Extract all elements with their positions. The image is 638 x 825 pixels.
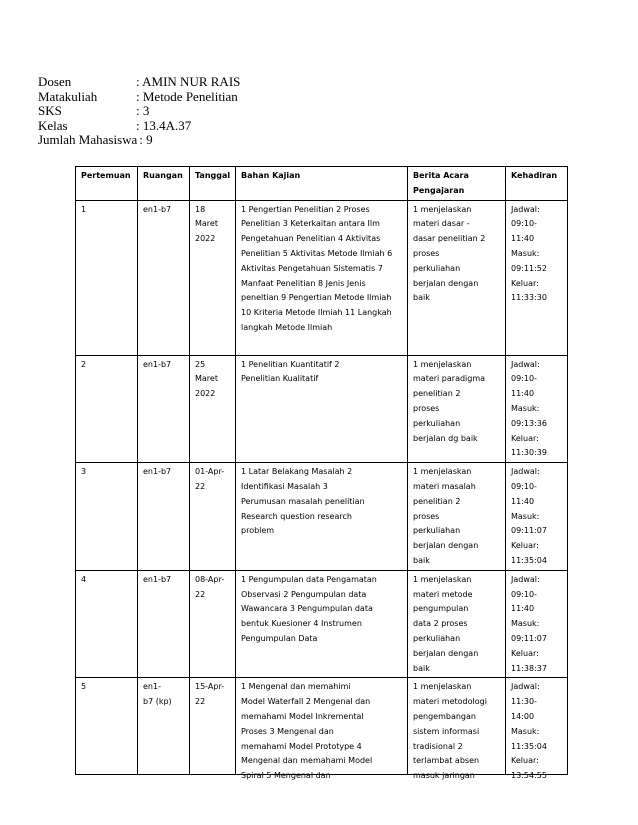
cell-kehadiran-wrap: [506, 678, 568, 781]
col-header-pertemuan: Pertemuan: [76, 167, 138, 201]
cell-tanggal: 01-Apr- 22: [190, 463, 236, 571]
cell-tanggal-wrap: [190, 678, 236, 775]
cell-ruangan-wrap: [138, 678, 190, 775]
cell-bahan-kajian: 1 Pengertian Penelitian 2 Proses Penelitian 3 Keterkaitan antara Ilm Pengetahuan Penelitian 4 Aktivitas Penelitian 5 Aktivitas Metode Ilmiah 6 Aktivitas Pengetahuan Sistematis 7 Manfaat Penelitian 8 Jenis Jenis peneltian 9 Pengertian Metode Ilmiah 10 Kriteria Metode Ilmiah 11 Langkah langkah Metode Ilmiah: [236, 200, 408, 355]
table-header-row: [76, 167, 568, 201]
cell-kehadiran: Jadwal: 11:30- 14:00 Masuk: 11:35:04 Keluar: 13:54:55: [511, 682, 547, 781]
jumlah-mahasiswa-row: [38, 133, 240, 148]
cell-pertemuan: 1: [76, 200, 138, 355]
cell-pertemuan-wrap: [76, 678, 138, 775]
cell-kehadiran: Jadwal: 09:10- 11:40 Masuk: 09:11:52 Keluar: 11:33:30: [506, 200, 568, 355]
cell-pertemuan: 5: [81, 682, 87, 692]
cell-ruangan: en1-b7: [138, 200, 190, 355]
cell-tanggal: 15-Apr- 22: [195, 682, 225, 707]
cell-ruangan: en1-b7: [138, 355, 190, 463]
matakuliah-row: [38, 90, 240, 105]
cell-kehadiran: Jadwal: 09:10- 11:40 Masuk: 09:11:07 Keluar: 11:35:04: [506, 463, 568, 571]
dosen-row: [38, 75, 240, 90]
table-row: [76, 570, 568, 678]
cell-bahan-kajian-wrap: [236, 678, 408, 781]
cell-kehadiran: Jadwal: 09:10- 11:40 Masuk: 09:13:36 Keluar: 11:30:39: [506, 355, 568, 463]
kelas-label: Kelas: [38, 117, 68, 133]
cell-berita-acara-wrap: [408, 678, 506, 781]
schedule-table: [75, 166, 568, 781]
table-row: [76, 355, 568, 463]
col-header-ruangan: Ruangan: [138, 167, 190, 201]
cell-ruangan: en1-b7: [138, 463, 190, 571]
cell-berita-acara: 1 menjelaskan materi metodologi pengembangan sistem informasi tradisional 2 terlambat absen masuk jaringan: [413, 682, 487, 781]
sks-value: : 3: [136, 103, 150, 119]
col-header-tanggal: Tanggal: [190, 167, 236, 201]
col-header-bahan-kajian: Bahan Kajian: [236, 167, 408, 201]
cell-berita-acara: 1 menjelaskan materi dasar - dasar penelitian 2 proses perkuliahan berjalan dengan baik: [408, 200, 506, 355]
cell-bahan-kajian: 1 Mengenal dan memahimi Model Waterfall 2 Mengenal dan memahami Model Inkremental Proses 3 Mengenal dan memahami Model Prototype 4 Mengenal dan memahami Model Spiral 5 Mengenal dan: [241, 682, 373, 781]
cell-pertemuan: 4: [76, 570, 138, 678]
cell-berita-acara: 1 menjelaskan materi paradigma penelitian 2 proses perkuliahan berjalan dg baik: [408, 355, 506, 463]
jumlah-mahasiswa-label: Jumlah Mahasiswa: [38, 132, 138, 148]
sks-label: SKS: [38, 103, 62, 119]
cell-pertemuan: 2: [76, 355, 138, 463]
cell-bahan-kajian: 1 Latar Belakang Masalah 2 Identifikasi Masalah 3 Perumusan masalah penelitian Research question research problem: [236, 463, 408, 571]
kelas-row: [38, 119, 240, 134]
dosen-value: : AMIN NUR RAIS: [136, 74, 241, 89]
dosen-label: Dosen: [38, 74, 72, 89]
cell-tanggal: 08-Apr- 22: [190, 570, 236, 678]
cell-bahan-kajian: 1 Penelitian Kuantitatif 2 Penelitian Kualitatif: [236, 355, 408, 463]
kelas-value: : 13.4A.37: [136, 117, 192, 133]
course-info: [38, 75, 240, 148]
cell-ruangan: en1- b7 (kp): [143, 682, 172, 707]
table-row: [76, 200, 568, 355]
cell-ruangan: en1-b7: [138, 570, 190, 678]
cell-pertemuan: 3: [76, 463, 138, 571]
jumlah-mahasiswa-value: : 9: [139, 132, 153, 148]
cell-bahan-kajian: 1 Pengumpulan data Pengamatan Observasi 2 Pengumpulan data Wawancara 3 Pengumpulan data bentuk Kuesioner 4 Instrumen Pengumpulan Data: [236, 570, 408, 678]
cell-tanggal: 25 Maret 2022: [190, 355, 236, 463]
table-row: [76, 678, 568, 775]
cell-berita-acara: 1 menjelaskan materi metode pengumpulan data 2 proses perkuliahan berjalan dengan baik: [408, 570, 506, 678]
matakuliah-label: Matakuliah: [38, 88, 98, 104]
cell-kehadiran: Jadwal: 09:10- 11:40 Masuk: 09:11:07 Keluar: 11:38:37: [506, 570, 568, 678]
table-row: [76, 463, 568, 571]
sks-row: [38, 104, 240, 119]
col-header-berita-acara: Berita Acara Pengajaran: [408, 167, 506, 201]
cell-berita-acara: 1 menjelaskan materi masalah penelitian 2 proses perkuliahan berjalan dengan baik: [408, 463, 506, 571]
col-header-kehadiran: Kehadiran: [506, 167, 568, 201]
matakuliah-value: : Metode Penelitian: [136, 88, 238, 104]
cell-tanggal: 18 Maret 2022: [190, 200, 236, 355]
